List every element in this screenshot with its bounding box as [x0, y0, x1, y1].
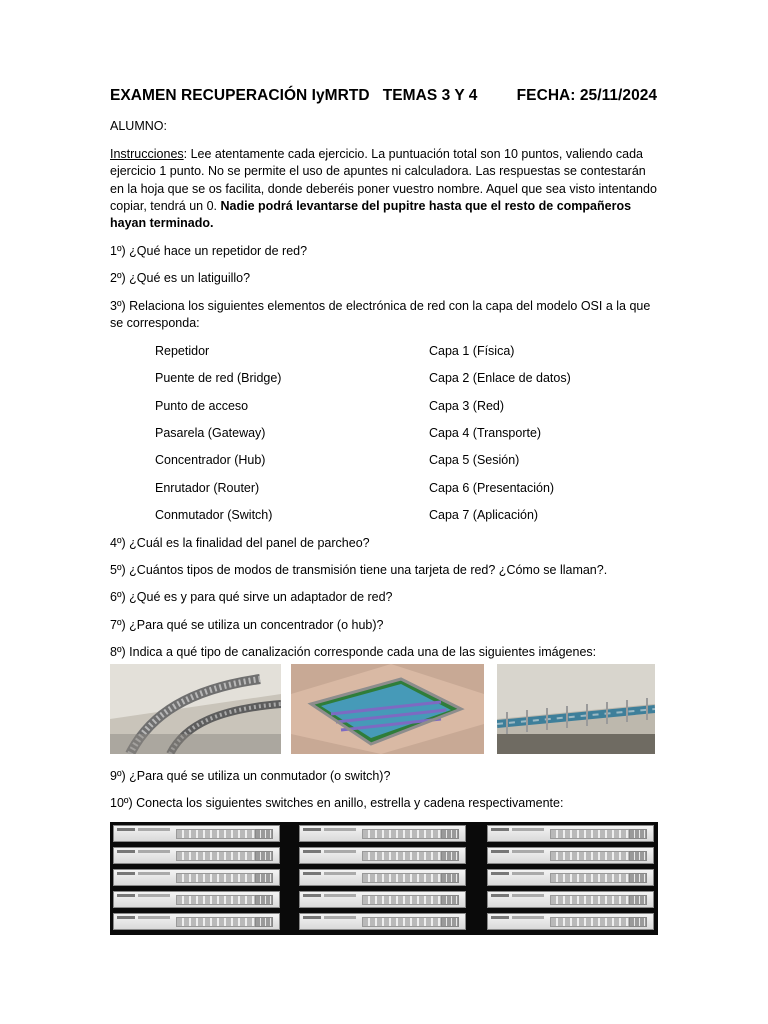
- cable-tray-ceiling-photo: [110, 664, 281, 754]
- device-item: Enrutador (Router): [155, 481, 260, 495]
- question-7: 7º) ¿Para qué se utiliza un concentrador (o hub)?: [110, 618, 384, 632]
- osi-layer-item: Capa 5 (Sesión): [429, 453, 520, 467]
- question-6: 6º) ¿Qué es y para qué sirve un adaptador de red?: [110, 590, 393, 604]
- osi-layer-item: Capa 7 (Aplicación): [429, 508, 539, 522]
- wall-cable-ladder-photo: [497, 664, 655, 754]
- raised-floor-photo: [291, 664, 484, 754]
- switch-unit: [113, 891, 280, 908]
- switch-unit: [113, 913, 280, 930]
- exam-title: EXAMEN RECUPERACIÓN IyMRTD TEMAS 3 Y 4 FECHA: 25/11/2024: [110, 87, 658, 104]
- instructions-text: : Lee atentamente cada ejercicio. La puntuación total son 10 puntos, valiendo cada ejercicio 1 punto. No se permite el uso de apuntes ni calculadora. Las respuestas se contestarán en la hoja que se os facilita, donde deberéis poner vuestro nombre. Aquel que sea visto intentando copiar, tendrá un 0.: [110, 147, 657, 213]
- switch-unit: [113, 847, 280, 864]
- osi-layer-item: Capa 3 (Red): [429, 399, 505, 413]
- switch-unit: [487, 869, 654, 886]
- switch-unit: [487, 913, 654, 930]
- question-9: 9º) ¿Para qué se utiliza un conmutador (o switch)?: [110, 769, 391, 783]
- student-label: ALUMNO:: [110, 119, 167, 133]
- switch-unit: [299, 825, 466, 842]
- device-item: Concentrador (Hub): [155, 453, 266, 467]
- device-item: Repetidor: [155, 344, 210, 358]
- switch-unit: [113, 825, 280, 842]
- switches-image: [110, 822, 658, 935]
- device-item: Punto de acceso: [155, 399, 249, 413]
- question-3: 3º) Relaciona los siguientes elementos de electrónica de red con la capa del modelo OSI a la que se corresponda:: [110, 299, 651, 330]
- switch-unit: [487, 891, 654, 908]
- osi-layer-item: Capa 6 (Presentación): [429, 481, 555, 495]
- question-8: 8º) Indica a qué tipo de canalización corresponde cada una de las siguientes imágenes:: [110, 645, 597, 659]
- device-item: Pasarela (Gateway): [155, 426, 266, 440]
- instructions-paragraph: [110, 146, 660, 232]
- osi-layer-item: Capa 2 (Enlace de datos): [429, 371, 571, 385]
- switch-unit: [299, 847, 466, 864]
- instructions-label: Instrucciones: [110, 147, 184, 161]
- question-5: 5º) ¿Cuántos tipos de modos de transmisión tiene una tarjeta de red? ¿Cómo se llaman?.: [110, 563, 608, 577]
- question-4: 4º) ¿Cuál es la finalidad del panel de parcheo?: [110, 536, 370, 550]
- question-10: 10º) Conecta los siguientes switches en anillo, estrella y cadena respectivamente:: [110, 796, 564, 810]
- switch-unit: [299, 913, 466, 930]
- question-1: 1º) ¿Qué hace un repetidor de red?: [110, 244, 308, 258]
- switch-unit: [487, 847, 654, 864]
- osi-layer-item: Capa 1 (Física): [429, 344, 515, 358]
- device-item: Conmutador (Switch): [155, 508, 273, 522]
- switch-unit: [113, 869, 280, 886]
- switch-unit: [299, 869, 466, 886]
- switch-unit: [299, 891, 466, 908]
- switch-unit: [487, 825, 654, 842]
- device-item: Puente de red (Bridge): [155, 371, 282, 385]
- osi-layer-item: Capa 4 (Transporte): [429, 426, 542, 440]
- instructions-bold-text: Nadie podrá levantarse del pupitre hasta que el resto de compañeros hayan terminado.: [110, 198, 632, 231]
- question-2: 2º) ¿Qué es un latiguillo?: [110, 271, 251, 285]
